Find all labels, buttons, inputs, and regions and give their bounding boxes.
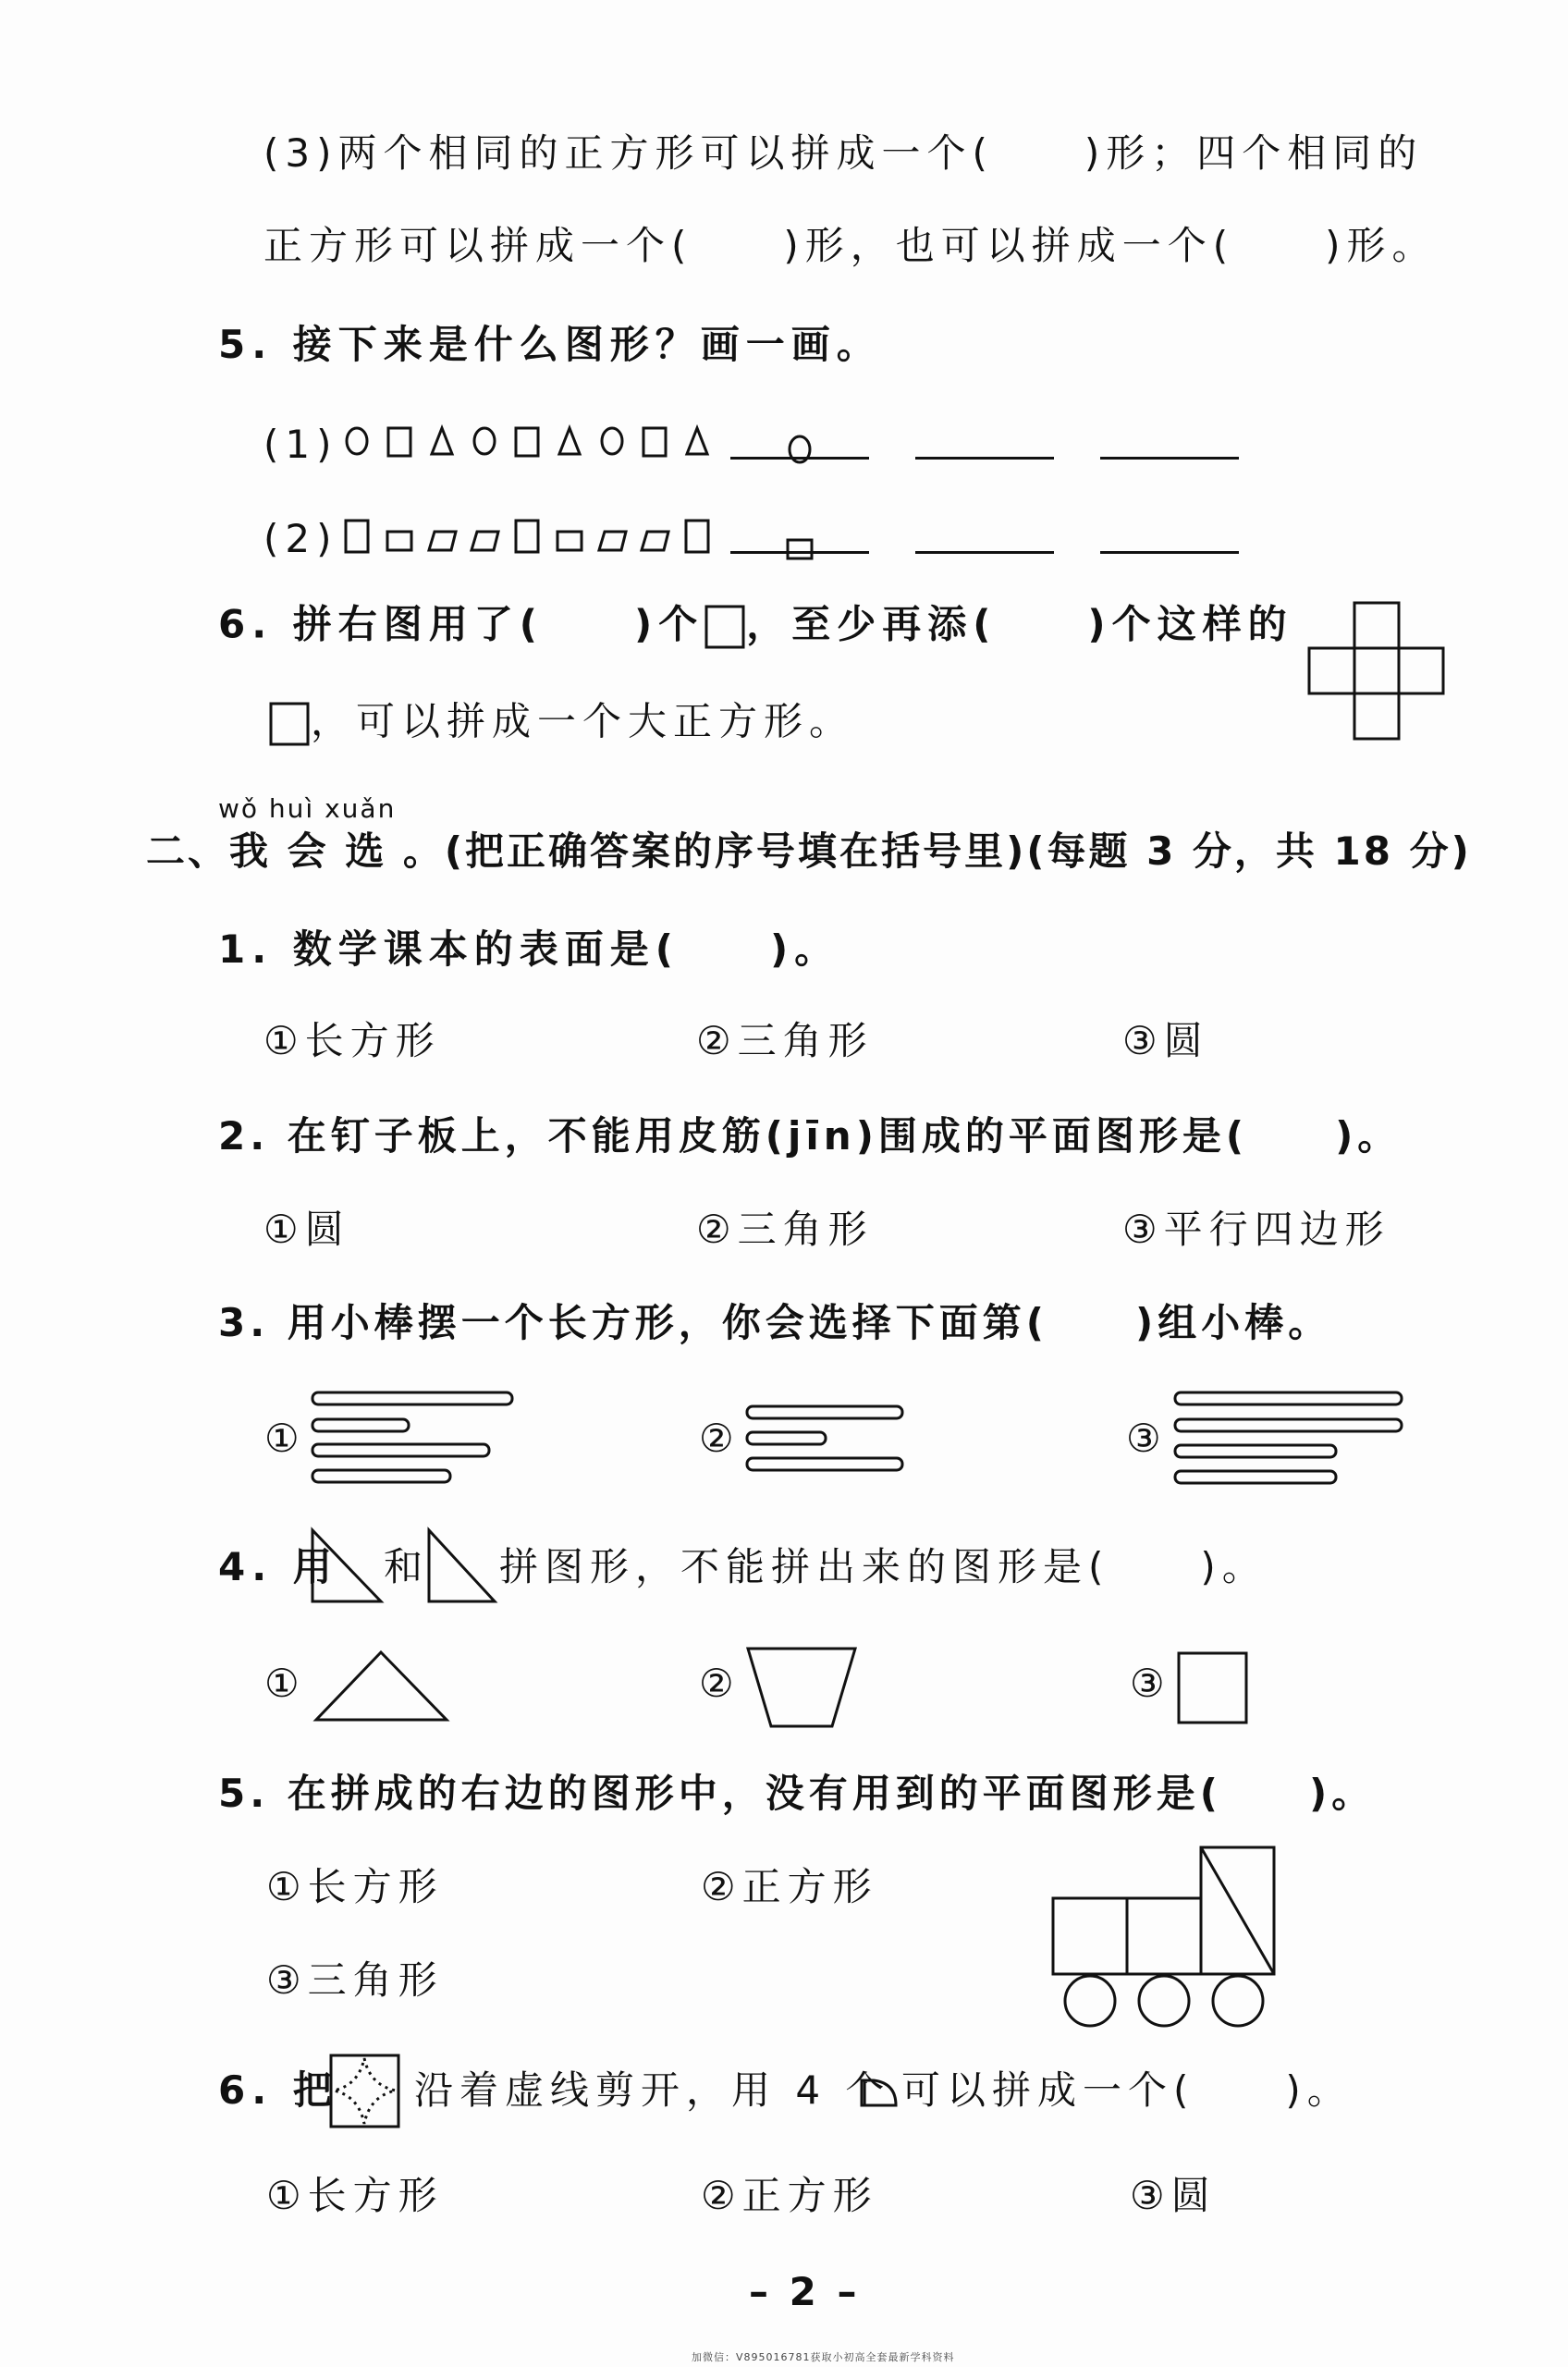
stick <box>1175 1419 1402 1431</box>
stick-group-3 <box>1175 1392 1402 1483</box>
page-number: – 2 – <box>749 2269 861 2314</box>
q5-option-2[interactable]: ②正方形 <box>701 1864 878 1909</box>
stick <box>747 1458 902 1470</box>
q4-label-2[interactable]: ② <box>699 1661 741 1706</box>
stick <box>312 1392 512 1404</box>
truck-figure <box>1053 1847 1274 2026</box>
option-trapezoid-shape <box>748 1649 855 1726</box>
right-triangle-icon <box>312 1530 381 1601</box>
q4-text-a: 4. 用 <box>218 1544 338 1589</box>
stick <box>1175 1445 1336 1457</box>
stick <box>747 1432 826 1444</box>
q2-option-2[interactable]: ②三角形 <box>696 1207 874 1252</box>
dotted-square-icon <box>331 2055 398 2127</box>
q4-label-1[interactable]: ① <box>264 1661 306 1706</box>
q6b-text-b: 沿着虚线剪开，用 4 个 <box>414 2067 891 2113</box>
q3-label-3[interactable]: ③ <box>1126 1416 1168 1461</box>
q1-option-3[interactable]: ③圆 <box>1122 1018 1209 1063</box>
q4-3-line2: 正方形可以拼成一个( )形，也可以拼成一个( )形。 <box>263 223 1438 268</box>
stick <box>747 1406 902 1418</box>
q4-3-line1: (3)两个相同的正方形可以拼成一个( )形；四个相同的 <box>263 130 1424 176</box>
q1-option-2[interactable]: ②三角形 <box>696 1018 874 1063</box>
stick-group-1 <box>312 1392 512 1482</box>
q6b-text-c: 可以拼成一个( )。 <box>901 2067 1353 2113</box>
q6-option-3[interactable]: ③圆 <box>1130 2173 1217 2218</box>
q6-text-a: 6. 拼右图用了( )个 <box>218 601 704 647</box>
q2-option-1[interactable]: ①圆 <box>263 1207 350 1252</box>
q5-option-3[interactable]: ③三角形 <box>266 1957 444 2003</box>
pinyin: wǒ huì xuǎn <box>218 793 397 824</box>
stick-group-2 <box>747 1406 902 1470</box>
section-header: 二、我 会 选 。(把正确答案的序号填在括号里)(每题 3 分，共 18 分) <box>146 828 1472 874</box>
q5-1-label: (1) <box>263 421 338 467</box>
stick <box>312 1470 450 1482</box>
q3-label-2[interactable]: ② <box>699 1416 741 1461</box>
stick <box>1175 1392 1402 1404</box>
q5-title: 5. 接下来是什么图形？画一画。 <box>218 322 882 367</box>
q5-text: 5. 在拼成的右边的图形中，没有用到的平面图形是( )。 <box>218 1771 1376 1816</box>
cross-of-squares-figure <box>1309 603 1443 739</box>
q5-option-1[interactable]: ①长方形 <box>266 1864 444 1909</box>
option-square-shape <box>1179 1653 1246 1723</box>
quarter-shape-icon <box>862 2080 896 2105</box>
q5-2-label: (2) <box>263 515 338 561</box>
q2-option-3[interactable]: ③平行四边形 <box>1122 1207 1390 1252</box>
watermark: 加微信：V895016781获取小初高全套最新学科资料 <box>692 2351 955 2363</box>
q4-text-c: 拼图形，不能拼出来的图形是( )。 <box>499 1544 1268 1589</box>
q6-text-c: ，可以拼成一个大正方形。 <box>311 698 855 744</box>
q6b-text-a: 6. 把 <box>218 2067 338 2113</box>
q2-text: 2. 在钉子板上，不能用皮筋(jīn)围成的平面图形是( )。 <box>218 1113 1402 1159</box>
q4-label-3[interactable]: ③ <box>1130 1661 1171 1706</box>
q4-text-b: 和 <box>384 1544 430 1589</box>
stick <box>312 1444 489 1456</box>
q3-text: 3. 用小棒摆一个长方形，你会选择下面第( )组小棒。 <box>218 1300 1332 1345</box>
right-triangle-icon <box>429 1530 495 1601</box>
stick <box>1175 1471 1336 1483</box>
q3-label-1[interactable]: ① <box>264 1416 306 1461</box>
q1-text: 1. 数学课本的表面是( )。 <box>218 926 840 972</box>
q6-option-2[interactable]: ②正方形 <box>701 2173 878 2218</box>
q6-option-1[interactable]: ①长方形 <box>266 2173 444 2218</box>
option-triangle-shape <box>316 1652 447 1720</box>
q1-option-1[interactable]: ①长方形 <box>263 1018 441 1063</box>
stick <box>312 1419 409 1431</box>
q6-text-b: ，至少再添( )个这样的 <box>746 601 1293 647</box>
